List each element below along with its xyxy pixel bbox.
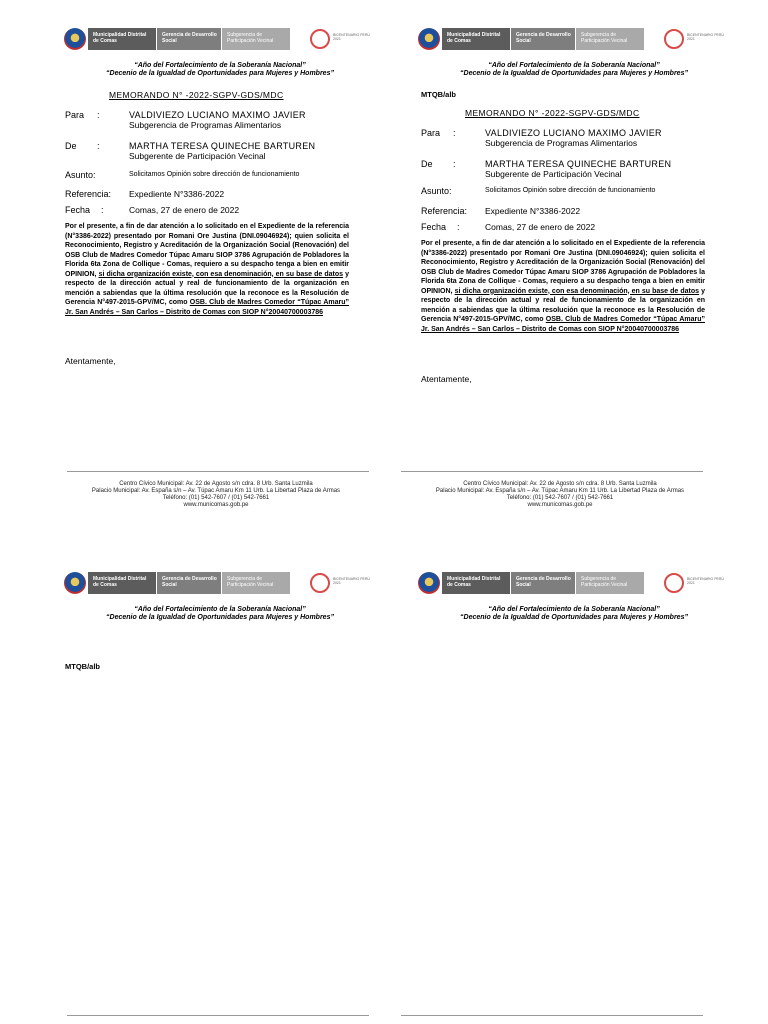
body-text-1: Por el presente, a fin de dar atención a lo solicitado en el Expediente de la referencia (N°3386-2022) presentado por Romani Ore Justina (DNI.09046924); quien solicita el Reconocimiento, Registro y Acreditación de la Organización Social (Renovación) del OSB Club de Madres Comedor Túpac Amaru SIOP 3786 Agrupación de Pobladores la Florida 6ta Zona de Collique - Comas, requiero a su despacho tenga a bien en emitir OPINION, [421, 240, 705, 295]
municipality-banner: Municipalidad Distrital de Comas [88, 572, 156, 594]
de-dept: Subgerente de Participación Vecinal [129, 151, 266, 161]
municipal-seal-icon [64, 572, 86, 594]
fecha-label: Fecha [421, 222, 447, 232]
footer-line-2: Palacio Municipal: Av. España s/n – Av. Túpac Amaru Km 11 Urb. La Libertad Plaza de Armas [435, 488, 685, 494]
body-text-2: si dicha organización existe, con esa denominación, en su base de datos [454, 287, 700, 295]
footer [61, 481, 371, 509]
fecha-colon: : [457, 222, 460, 232]
bicentenario-text: BICENTENARIO PERÚ 2021 [687, 577, 724, 586]
footer-line-2: Palacio Municipal: Av. España s/n – Av. Túpac Amaru Km 11 Urb. La Libertad Plaza de Armas [91, 488, 341, 494]
motto-line-2: “Decenio de la Igualdad de Oportunidades para Mujeres y Hombres” [106, 70, 334, 77]
referencia-label: Referencia: [421, 206, 468, 216]
subgerencia-banner: Subgerencia de Participación Vecinal [576, 572, 644, 594]
municipal-seal-icon [418, 28, 440, 50]
body-text-1: Por el presente, a fin de dar atención a lo solicitado en el Expediente de la referencia (N°3386-2022) presentado por Romani Ore Justina (DNI.09046924); quien solicita el Reconocimiento, Registro y Acreditación de la Organización Social (Renovación) del OSB Club de Madres Comedor Túpac Amaru SIOP 3786 Agrupación de Pobladores la Florida 6ta Zona de Collique - Comas, requiero a su despacho tenga a bien en emitir OPINION, [65, 223, 349, 278]
motto-line-1: “Año del Fortalecimiento de la Soberanía Nacional” [488, 606, 660, 613]
footer-line-1: Centro Cívico Municipal: Av. 22 de Agosto s/n cdra. 8 Urb. Santa Luzmila [463, 481, 657, 487]
body-text-4: OSB. Club de Madres Comedor “Túpac Amaru” Jr. San Andrés – San Carlos – Distrito de Comas con SIOP N°20040700003786 [421, 316, 706, 333]
fecha-value: Comas, 27 de enero de 2022 [129, 205, 240, 215]
asunto-label: Asunto: [421, 186, 452, 196]
letterhead [64, 572, 374, 596]
memo-body [65, 222, 349, 317]
greeting: Atentamente, [65, 356, 116, 366]
footer-line-3: Teléfono: (01) 542-7607 / (01) 542-7661 [506, 495, 614, 501]
ref-code: MTQB/alb [421, 90, 456, 99]
memo-page-4 [421, 572, 751, 1022]
subgerencia-banner: Subgerencia de Participación Vecinal [222, 28, 290, 50]
gerencia-banner: Gerencia de Desarrollo Social [511, 572, 575, 594]
asunto-value: Solicitamos Opinión sobre dirección de funcionamiento [129, 171, 300, 178]
para-dept: Subgerencia de Programas Alimentarios [129, 120, 282, 130]
para-colon: : [453, 128, 456, 138]
subgerencia-banner: Subgerencia de Participación Vecinal [222, 572, 290, 594]
body-text-2: si dicha organización existe, con esa denominación, en su base de datos [98, 270, 344, 278]
greeting: Atentamente, [421, 374, 472, 384]
footer-line-1: Centro Cívico Municipal: Av. 22 de Agosto s/n cdra. 8 Urb. Santa Luzmila [119, 481, 313, 487]
motto-line-2: “Decenio de la Igualdad de Oportunidades para Mujeres y Hombres” [106, 614, 334, 621]
bicentenario-text: BICENTENARIO PERÚ 2021 [333, 33, 370, 42]
motto-line-1: “Año del Fortalecimiento de la Soberanía Nacional” [134, 606, 306, 613]
memo-page-2 [421, 28, 751, 528]
de-colon: : [453, 159, 456, 169]
de-label: De [421, 159, 433, 169]
footer-line-3: Teléfono: (01) 542-7607 / (01) 542-7661 [162, 495, 270, 501]
motto-line-2: “Decenio de la Igualdad de Oportunidades para Mujeres y Hombres” [460, 70, 688, 77]
ref-code: MTQB/alb [65, 662, 100, 671]
gerencia-banner: Gerencia de Desarrollo Social [157, 28, 221, 50]
de-name: MARTHA TERESA QUINECHE BARTUREN [485, 159, 672, 169]
de-label: De [65, 141, 77, 151]
footer-divider [401, 1015, 703, 1016]
motto-line-2: “Decenio de la Igualdad de Oportunidades para Mujeres y Hombres” [460, 614, 688, 621]
footer [405, 481, 715, 509]
bicentenario-text: BICENTENARIO PERÚ 2021 [687, 33, 724, 42]
de-name: MARTHA TERESA QUINECHE BARTUREN [129, 141, 316, 151]
footer-divider [67, 471, 369, 472]
bicentenario-text: BICENTENARIO PERÚ 2021 [333, 577, 370, 586]
bicentenario-logo-icon [310, 29, 330, 49]
para-name: VALDIVIEZO LUCIANO MAXIMO JAVIER [129, 110, 306, 120]
footer-divider [67, 1015, 369, 1016]
municipality-banner: Municipalidad Distrital de Comas [442, 572, 510, 594]
memo-title: MEMORANDO N° -2022-SGPV-GDS/MDC [109, 90, 284, 100]
footer-divider [401, 471, 703, 472]
body-text-3: y respecto de la dirección actual y real de funcionamiento de la organización en mención a sabiendas que la última resolución que la reconoce es la Resolución de Gerencia N°497-2015-GPV/MC, como [421, 287, 705, 323]
fecha-label: Fecha [65, 205, 91, 215]
fecha-colon: : [101, 205, 104, 215]
memo-title: MEMORANDO N° -2022-SGPV-GDS/MDC [465, 108, 640, 118]
referencia-label: Referencia: [65, 189, 112, 199]
letterhead [418, 572, 728, 596]
motto-line-1: “Año del Fortalecimiento de la Soberanía Nacional” [134, 62, 306, 69]
gerencia-banner: Gerencia de Desarrollo Social [511, 28, 575, 50]
motto-line-1: “Año del Fortalecimiento de la Soberanía Nacional” [488, 62, 660, 69]
bicentenario-logo-icon [310, 573, 330, 593]
municipal-seal-icon [64, 28, 86, 50]
memo-page-1 [67, 28, 397, 528]
gerencia-banner: Gerencia de Desarrollo Social [157, 572, 221, 594]
letterhead [64, 28, 374, 52]
memo-body [421, 239, 705, 334]
footer-line-4: www.municomas.gob.pe [183, 502, 249, 508]
municipality-banner: Municipalidad Distrital de Comas [88, 28, 156, 50]
fecha-value: Comas, 27 de enero de 2022 [485, 222, 596, 232]
body-text-3: y respecto de la dirección actual y real de funcionamiento de la organización en mención a sabiendas que la última resolución que la reconoce es la Resolución de Gerencia N°497-2015-GPV/MC, como [65, 270, 349, 306]
para-label: Para [421, 128, 441, 138]
referencia-value: Expediente N°3386-2022 [129, 189, 225, 199]
para-colon: : [97, 110, 100, 120]
footer-line-4: www.municomas.gob.pe [527, 502, 593, 508]
bicentenario-logo-icon [664, 573, 684, 593]
letterhead [418, 28, 728, 52]
para-label: Para [65, 110, 85, 120]
para-name: VALDIVIEZO LUCIANO MAXIMO JAVIER [485, 128, 662, 138]
municipality-banner: Municipalidad Distrital de Comas [442, 28, 510, 50]
de-dept: Subgerente de Participación Vecinal [485, 169, 622, 179]
bicentenario-logo-icon [664, 29, 684, 49]
asunto-value: Solicitamos Opinión sobre dirección de funcionamiento [485, 187, 656, 194]
de-colon: : [97, 141, 100, 151]
memo-page-3 [67, 572, 397, 1022]
referencia-value: Expediente N°3386-2022 [485, 206, 581, 216]
para-dept: Subgerencia de Programas Alimentarios [485, 138, 638, 148]
municipal-seal-icon [418, 572, 440, 594]
subgerencia-banner: Subgerencia de Participación Vecinal [576, 28, 644, 50]
body-text-4: OSB. Club de Madres Comedor “Túpac Amaru” Jr. San Andrés – San Carlos – Distrito de Comas con SIOP N°20040700003786 [65, 299, 350, 316]
asunto-label: Asunto: [65, 170, 96, 180]
